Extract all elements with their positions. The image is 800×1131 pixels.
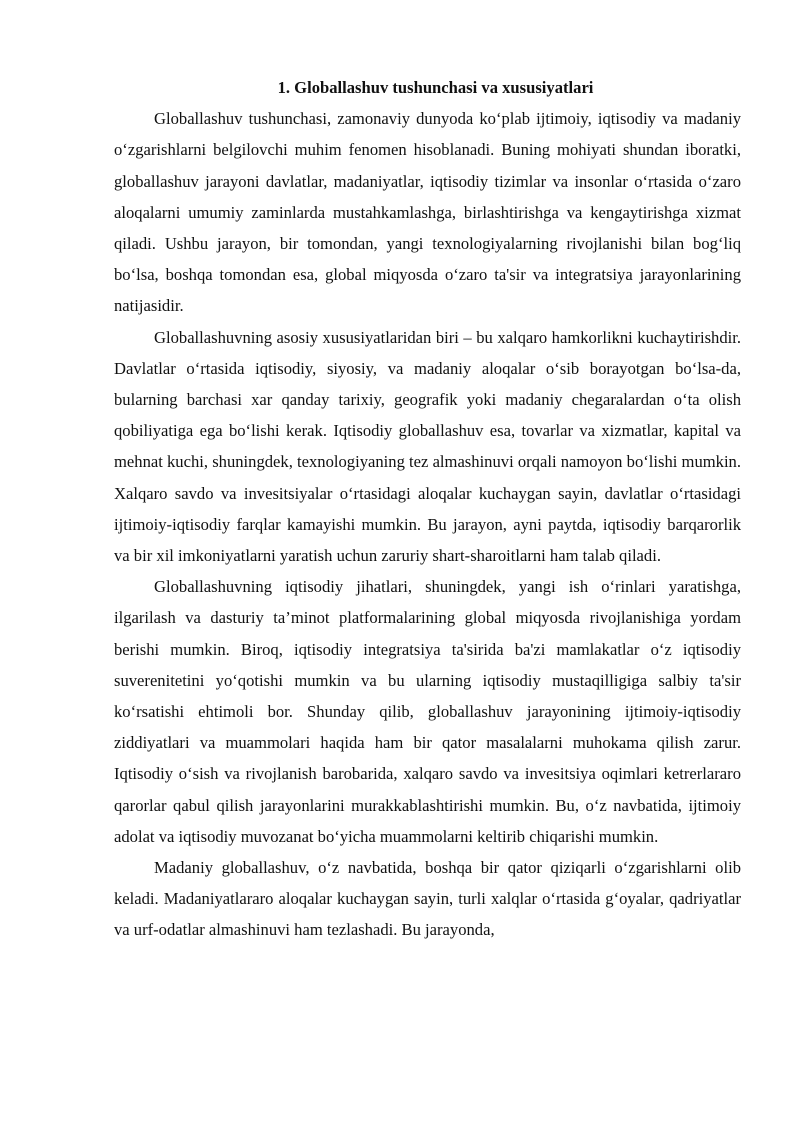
paragraph-3: Globallashuvning iqtisodiy jihatlari, shuningdek, yangi ish o‘rinlari yaratishga, ilgarilash va dasturiy ta’minot platformalarining global miqyosda rivojlanishiga yordam berishi mumkin. Biroq, iqtisodiy integratsiya ta'sirida ba'zi mamlakatlar o‘z iqtisodiy suverenitetini yo‘qotishi mumkin va bu ularning iqtisodiy mustaqilligiga salbiy ta'sir ko‘rsatishi ehtimoli bor. Shunday qilib, globallashuv jarayonining ijtimoiy-iqtisodiy ziddiyatlari va muammolari haqida ham bir qator masalalarni muhokama qilish zarur. Iqtisodiy o‘sish va rivojlanish barobarida, xalqaro savdo va invesitsiya oqimlari ketrerlararo qarorlar qabul qilish jarayonlarini murakkablashtirishi mumkin. Bu, o‘z navbatida, ijtimoiy adolat va iqtisodiy muvozanat bo‘yicha muammolarni keltirib chiqarishi mumkin. xyxy=(114,577,741,846)
paragraph-2: Globallashuvning asosiy xususiyatlaridan biri – bu xalqaro hamkorlikni kuchaytirishdir. Davlatlar o‘rtasida iqtisodiy, siyosiy, va madaniy aloqalar o‘sib borayotgan bo‘lsa-da, bularning barchasi xar qanday tarixiy, geografik yoki madaniy chegaralardan o‘ta olish qobiliyatiga ega bo‘lishi kerak. Iqtisodiy globallashuv esa, tovarlar va xizmatlar, kapital va mehnat kuchi, shuningdek, texnologiyaning tez almashinuvi orqali namoyon bo‘lishi mumkin. Xalqaro savdo va invesitsiyalar o‘rtasidagi aloqalar kuchaygan sayin, davlatlar o‘rtasidagi ijtimoiy-iqtisodiy farqlar kamayishi mumkin. Bu jarayon, ayni paytda, iqtisodiy barqarorlik va bir xil imkoniyatlarni yaratish uchun zaruriy shart-sharoitlarni ham talab qiladi. xyxy=(114,327,741,566)
paragraph-4: Madaniy globallashuv, o‘z navbatida, boshqa bir qator qiziqarli o‘zgarishlarni olib keladi. Madaniyatlararo aloqalar kuchaygan sayin, turli xalqlar o‘rtasida g‘oyalar, qadriyatlar va urf-odatlar almashinuvi ham tezlashadi. Bu jarayonda, xyxy=(114,858,741,940)
paragraph-1: Globallashuv tushunchasi, zamonaviy dunyoda ko‘plab ijtimoiy, iqtisodiy va madaniy o‘zgarishlarni belgilovchi muhim fenomen hisoblanadi. Buning mohiyati shundan iboratki, globallashuv jarayoni davlatlar, madaniyatlar, iqtisodiy tizimlar va insonlar o‘rtasida o‘zaro aloqalarni umumiy zaminlarda mustahkamlashga, birlashtirishga va kengaytirishga xizmat qiladi. Ushbu jarayon, bir tomondan, yangi texnologiyalarning rivojlanishi bilan bog‘liq bo‘lsa, boshqa tomondan esa, global miqyosda o‘zaro ta'sir va integratsiya jarayonlarining natijasidir. xyxy=(114,109,741,316)
section-heading: 1. Globallashuv tushunchasi va xususiyatlari xyxy=(277,78,594,97)
document-body xyxy=(114,72,741,946)
